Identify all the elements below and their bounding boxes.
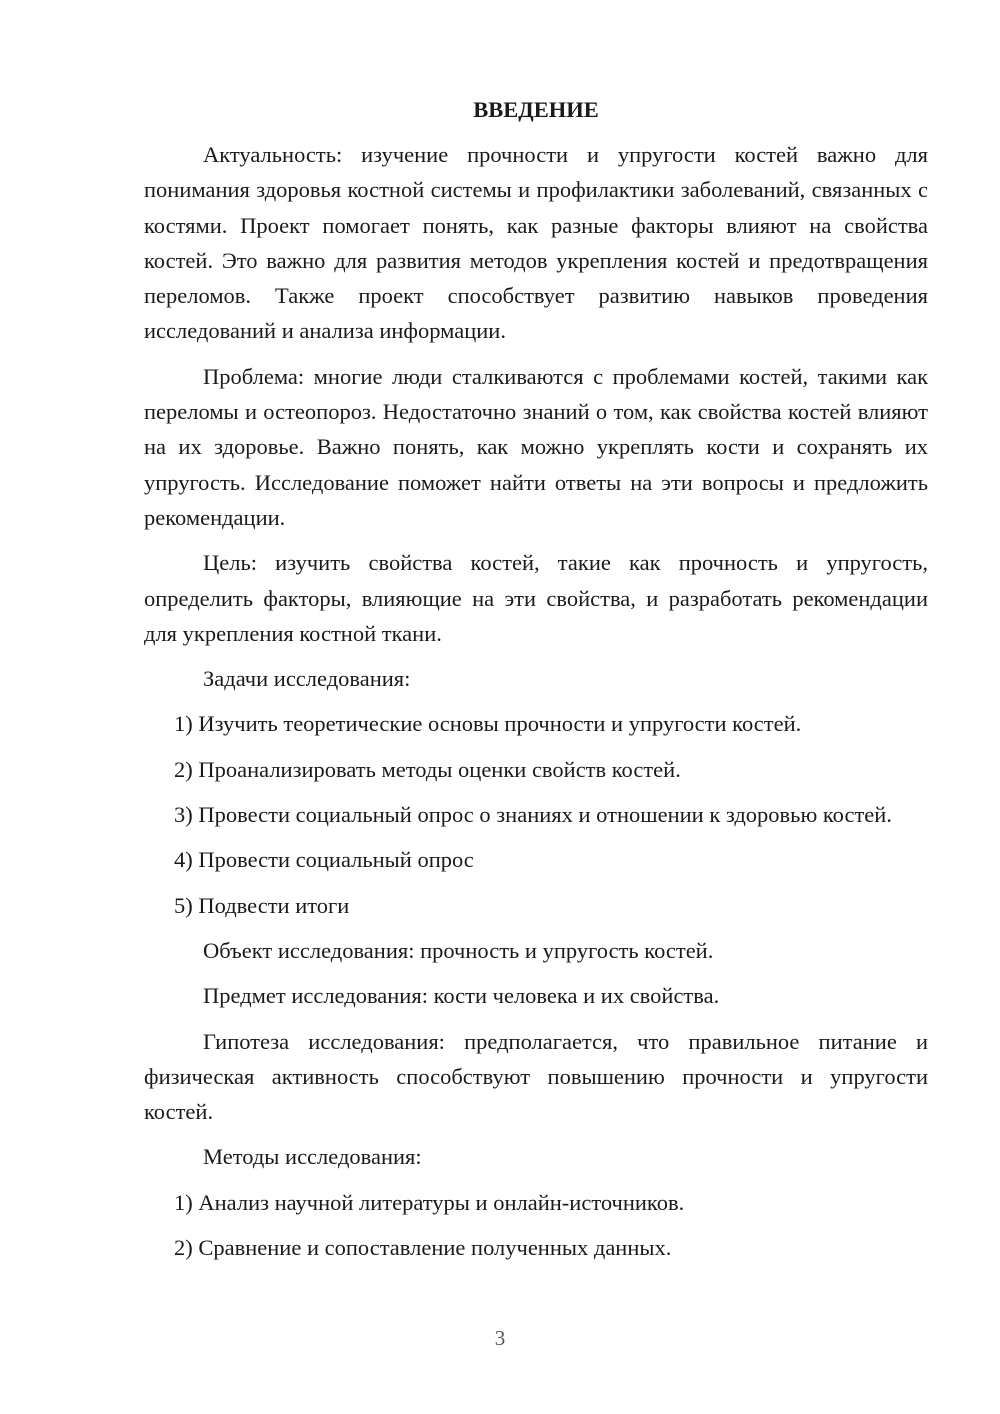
task-item: 5) Подвести итоги [174, 892, 350, 918]
method-item: 2) Сравнение и сопоставление полученных данных. [174, 1235, 672, 1261]
task-item: 3) Провести социальный опрос о знаниях и отношении к здоровью костей. [174, 802, 892, 828]
page-number: 3 [494, 1326, 506, 1350]
methods-heading: Методы исследования: [203, 1144, 422, 1170]
tasks-heading: Задачи исследования: [203, 666, 411, 692]
subject-paragraph: Предмет исследования: кости человека и их свойства. [203, 983, 720, 1009]
task-item: 4) Провести социальный опрос [174, 847, 474, 873]
task-item: 2) Проанализировать методы оценки свойств костей. [174, 756, 681, 782]
goal-paragraph: Цель: изучить свойства костей, такие как прочность и упругость, определить факторы, влияющие на эти свойства, и разработать рекомендации для укрепления костной ткани. [144, 550, 928, 646]
problem-paragraph: Проблема: многие люди сталкиваются с проблемами костей, такими как переломы и остеопороз. Недостаточно знаний о том, как свойства костей влияют на их здоровье. Важно понять, как можно укреплять кости и сохранять их упругость. Исследование поможет найти ответы на эти вопросы и предложить рекомендации. [144, 363, 928, 530]
task-item: 1) Изучить теоретические основы прочности и упругости костей. [174, 711, 802, 737]
relevance-paragraph: Актуальность: изучение прочности и упругости костей важно для понимания здоровья костной системы и профилактики заболеваний, связанных с костями. Проект помогает понять, как разные факторы влияют на свойства костей. Это важно для развития методов укрепления костей и предотвращения переломов. Также проект способствует развитию навыков проведения исследований и анализа информации. [144, 142, 928, 344]
document-page [144, 92, 928, 1275]
method-item: 1) Анализ научной литературы и онлайн-источников. [174, 1189, 685, 1215]
object-paragraph: Объект исследования: прочность и упругость костей. [203, 937, 714, 963]
section-title: ВВЕДЕНИЕ [473, 97, 599, 122]
hypothesis-paragraph: Гипотеза исследования: предполагается, что правильное питание и физическая активность способствуют повышению прочности и упругости костей. [144, 1028, 928, 1125]
